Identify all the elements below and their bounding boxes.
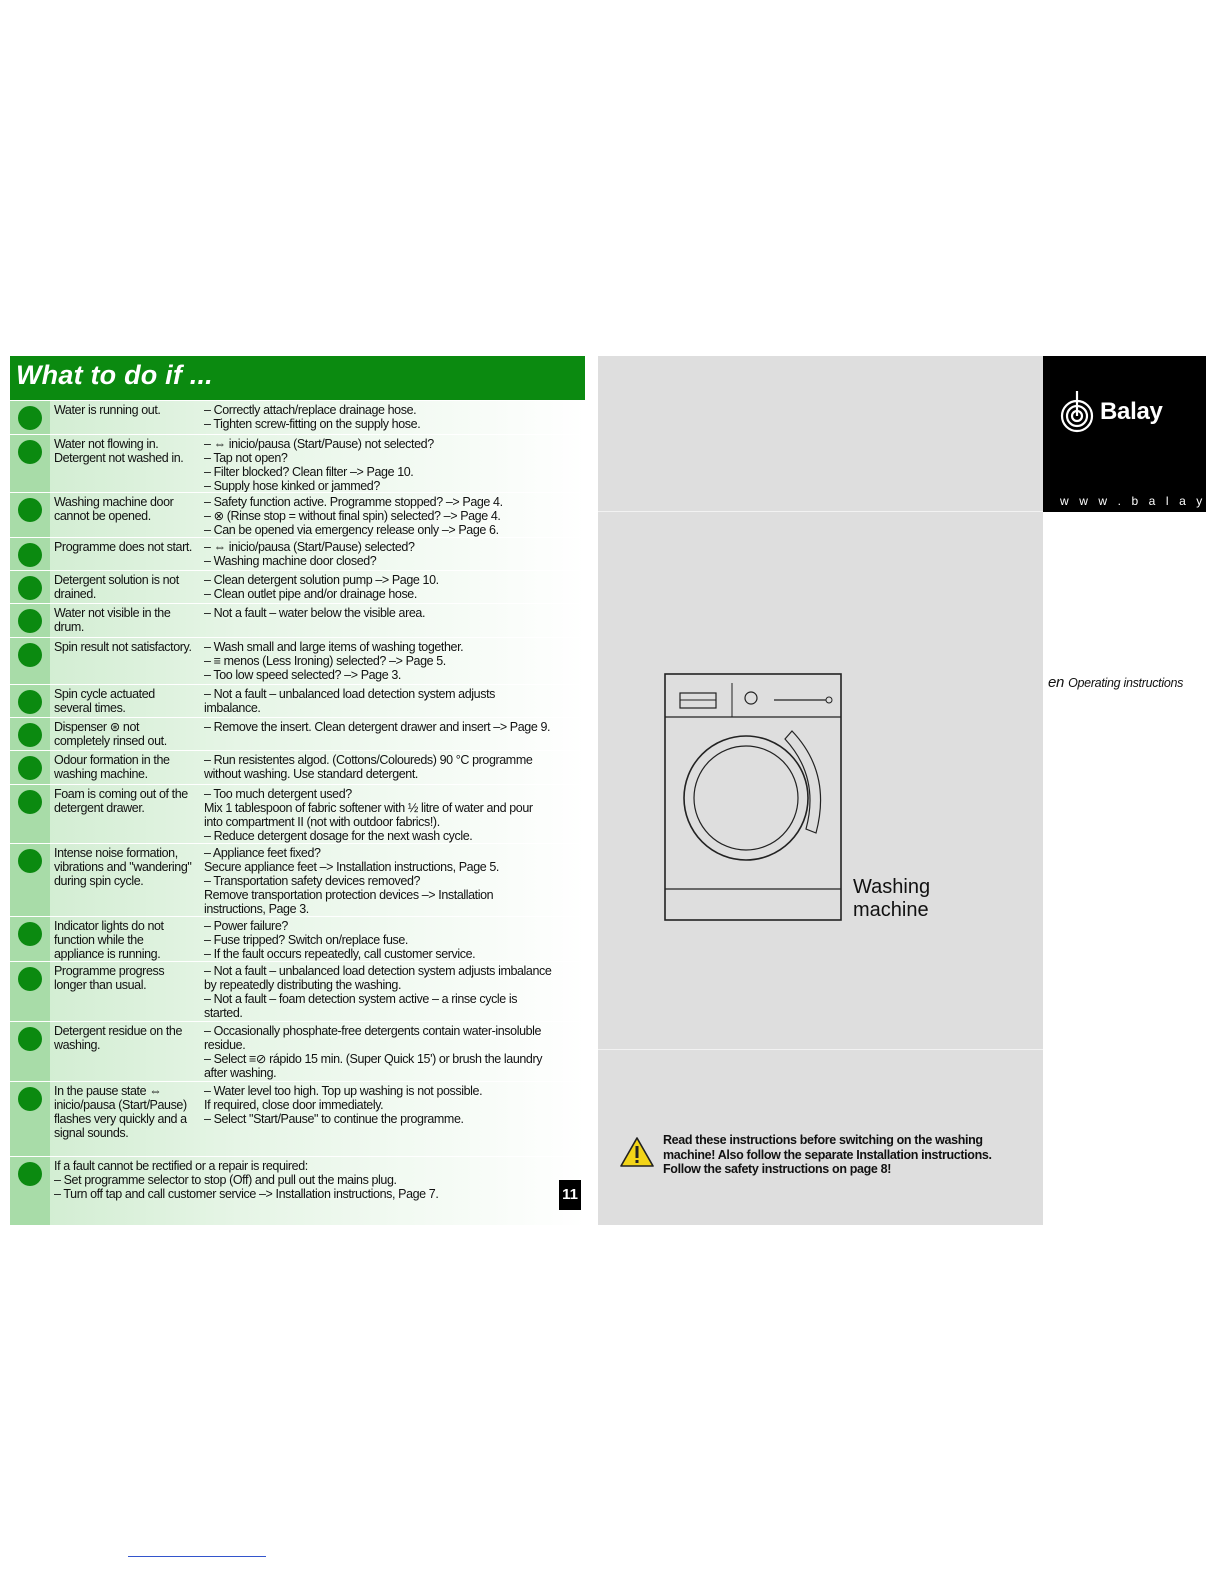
table-row	[10, 434, 585, 493]
solution-item: – Can be opened via emergency release only –> Page 6.	[204, 523, 499, 537]
solution-item: – Correctly attach/replace drainage hose.	[204, 403, 417, 417]
bullet-dot	[18, 498, 42, 522]
bullet-dot	[18, 1087, 42, 1111]
bullet-dot	[18, 440, 42, 464]
solution-item: – Select ≡⊘ rápido 15 min. (Super Quick 15') or brush the laundry	[204, 1052, 543, 1066]
solution-item: by repeatedly distributing the washing.	[204, 978, 402, 992]
solution-item: – Water level too high. Top up washing is not possible.	[204, 1084, 483, 1098]
bullet-dot	[18, 1027, 42, 1051]
solution-item: – Set programme selector to stop (Off) and pull out the mains plug.	[54, 1173, 397, 1187]
solution-item: – ⇔ inicio/pausa (Start/Pause) not selected?	[204, 437, 434, 451]
solution-list	[204, 787, 579, 843]
solution-item: – ≡ menos (Less Ironing) selected? –> Page 5.	[204, 654, 446, 668]
solution-item: – Appliance feet fixed?	[204, 846, 321, 860]
problem-text: Intense noise formation, vibrations and "wandering" during spin cycle.	[54, 846, 192, 888]
solution-list	[204, 919, 579, 961]
solution-item: – Select "Start/Pause" to continue the programme.	[204, 1112, 464, 1126]
solution-list	[204, 687, 579, 715]
left-page	[10, 356, 585, 1225]
solution-item: Mix 1 tablespoon of fabric softener with ½ litre of water and pour	[204, 801, 533, 815]
document-title-text: Operating instructions	[1068, 676, 1184, 690]
problem-text: Indicator lights do not function while the appliance is running.	[54, 919, 164, 961]
solution-item: – Filter blocked? Clean filter –> Page 10.	[204, 465, 414, 479]
problem-text: Spin cycle actuated several times.	[54, 687, 155, 715]
solution-item: – Not a fault – unbalanced load detection system adjusts	[204, 687, 495, 701]
solution-item: – Fuse tripped? Switch on/replace fuse.	[204, 933, 408, 947]
problem-text: Odour formation in the washing machine.	[54, 753, 170, 781]
problem-text: Dispenser ⊛ not completely rinsed out.	[54, 720, 167, 748]
solution-item: – Occasionally phosphate-free detergents contain water-insoluble	[204, 1024, 542, 1038]
bullet-dot	[18, 576, 42, 600]
problem-text: Water not visible in the drum.	[54, 606, 171, 634]
table-row	[10, 1021, 585, 1082]
bullet-dot	[18, 967, 42, 991]
document-title	[1048, 674, 1183, 691]
solution-item: – Washing machine door closed?	[204, 554, 377, 568]
bullet-dot	[18, 849, 42, 873]
language-code: en	[1048, 674, 1065, 691]
divider	[598, 511, 1043, 512]
solution-item: – Clean outlet pipe and/or drainage hose.	[204, 587, 417, 601]
problem-text: Spin result not satisfactory.	[54, 640, 192, 654]
divider	[598, 1049, 1043, 1050]
solution-item: – Not a fault – unbalanced load detection system adjusts imbalance	[204, 964, 552, 978]
solution-item: without washing. Use standard detergent.	[204, 767, 418, 781]
solution-item: – Not a fault – foam detection system active – a rinse cycle is	[204, 992, 518, 1006]
warning-line: Read these instructions before switching on the washing	[663, 1133, 983, 1147]
solution-item: – Transportation safety devices removed?	[204, 874, 421, 888]
bullet-dot	[18, 406, 42, 430]
problem-text: Programme does not start.	[54, 540, 192, 554]
solution-item: – Remove the insert. Clean detergent drawer and insert –> Page 9.	[204, 720, 551, 734]
solution-list	[204, 720, 579, 734]
product-name-line: machine	[853, 899, 929, 921]
table-row	[10, 1081, 585, 1157]
solution-item: started.	[204, 1006, 243, 1020]
solution-list	[204, 1084, 579, 1126]
washing-machine-illustration	[664, 673, 842, 921]
bullet-dot	[18, 643, 42, 667]
table-row	[10, 1156, 585, 1226]
problem-text: Detergent solution is not drained.	[54, 573, 179, 601]
troubleshooting-table	[10, 400, 585, 1225]
solution-list	[204, 403, 579, 431]
solution-list	[204, 606, 579, 620]
bullet-dot	[18, 690, 42, 714]
solution-item: – Clean detergent solution pump –> Page 10.	[204, 573, 439, 587]
warning-text	[663, 1133, 1023, 1177]
website-url: w w w . b a l a y . e s	[1060, 494, 1220, 522]
bullet-dot	[18, 723, 42, 747]
solution-list	[204, 495, 579, 537]
solution-item: imbalance.	[204, 701, 261, 715]
table-row	[10, 400, 585, 435]
solution-item: – ⇔ inicio/pausa (Start/Pause) selected?	[204, 540, 415, 554]
table-row	[10, 750, 585, 785]
table-row	[10, 916, 585, 962]
table-row	[10, 537, 585, 571]
balay-logo-icon	[1060, 389, 1098, 435]
table-row	[10, 843, 585, 917]
footer-link-underline[interactable]	[128, 1556, 266, 1557]
solution-item: If required, close door immediately.	[204, 1098, 384, 1112]
solution-item: – Wash small and large items of washing together.	[204, 640, 464, 654]
solution-item: Secure appliance feet –> Installation instructions, Page 5.	[204, 860, 500, 874]
solution-item: – Too low speed selected? –> Page 3.	[204, 668, 401, 682]
solution-item: Remove transportation protection devices –> Installation	[204, 888, 494, 902]
solution-list	[54, 1159, 524, 1201]
page-title: What to do if ...	[16, 360, 213, 390]
solution-item: instructions, Page 3.	[204, 902, 309, 916]
solution-item: – Reduce detergent dosage for the next wash cycle.	[204, 829, 473, 843]
table-row	[10, 784, 585, 844]
solution-list	[204, 437, 579, 493]
warning-line: machine! Also follow the separate Installation instructions.	[663, 1147, 992, 1162]
bullet-dot	[18, 1162, 42, 1186]
problem-text: Programme progress longer than usual.	[54, 964, 165, 992]
bullet-dot	[18, 756, 42, 780]
bullet-dot	[18, 543, 42, 567]
table-row	[10, 603, 585, 638]
bullet-dot	[18, 790, 42, 814]
table-row	[10, 492, 585, 538]
solution-list	[204, 540, 579, 568]
problem-text: Water not flowing in. Detergent not washed in.	[54, 437, 184, 465]
solution-item: – ⊗ (Rinse stop = without final spin) selected? –> Page 4.	[204, 509, 501, 523]
solution-item: – Power failure?	[204, 919, 288, 933]
problem-text: Detergent residue on the washing.	[54, 1024, 182, 1052]
problem-text: Washing machine door cannot be opened.	[54, 495, 174, 523]
solution-item: – Not a fault – water below the visible area.	[204, 606, 426, 620]
problem-text: In the pause state ⇔ inicio/pausa (Start/Pause) flashes very quickly and a signal sounds.	[54, 1084, 187, 1140]
bullet-dot	[18, 922, 42, 946]
solution-list	[204, 573, 579, 601]
product-name	[853, 876, 973, 922]
solution-list	[204, 640, 579, 682]
warning-icon	[620, 1136, 654, 1168]
solution-item: – Tap not open?	[204, 451, 288, 465]
solution-list	[204, 1024, 579, 1080]
solution-item: into compartment II (not with outdoor fabrics!).	[204, 815, 440, 829]
solution-item: If a fault cannot be rectified or a repair is required:	[54, 1159, 308, 1173]
solution-item: – Too much detergent used?	[204, 787, 352, 801]
bullet-dot	[18, 609, 42, 633]
brand-name: Balay	[1100, 398, 1163, 425]
solution-item: residue.	[204, 1038, 246, 1052]
table-row	[10, 717, 585, 751]
solution-item: – Supply hose kinked or jammed?	[204, 479, 380, 493]
table-row	[10, 961, 585, 1022]
solution-item: – Tighten screw-fitting on the supply hose.	[204, 417, 421, 431]
warning-line: Follow the safety instructions on page 8!	[663, 1162, 892, 1176]
solution-item: – Turn off tap and call customer service –> Installation instructions, Page 7.	[54, 1187, 439, 1201]
table-row	[10, 684, 585, 718]
solution-list	[204, 753, 579, 781]
problem-text: Water is running out.	[54, 403, 161, 417]
solution-item: – Safety function active. Programme stopped? –> Page 4.	[204, 495, 503, 509]
solution-item: – Run resistentes algod. (Cottons/Coloureds) 90 °C programme	[204, 753, 533, 767]
table-row	[10, 570, 585, 604]
solution-item: after washing.	[204, 1066, 277, 1080]
table-row	[10, 637, 585, 685]
solution-item: – If the fault occurs repeatedly, call customer service.	[204, 947, 476, 961]
solution-list	[204, 964, 579, 1020]
problem-text: Foam is coming out of the detergent drawer.	[54, 787, 188, 815]
section-header	[10, 356, 585, 400]
product-name-line: Washing	[853, 876, 931, 898]
solution-list	[204, 846, 579, 916]
page-number: 11	[559, 1180, 581, 1210]
